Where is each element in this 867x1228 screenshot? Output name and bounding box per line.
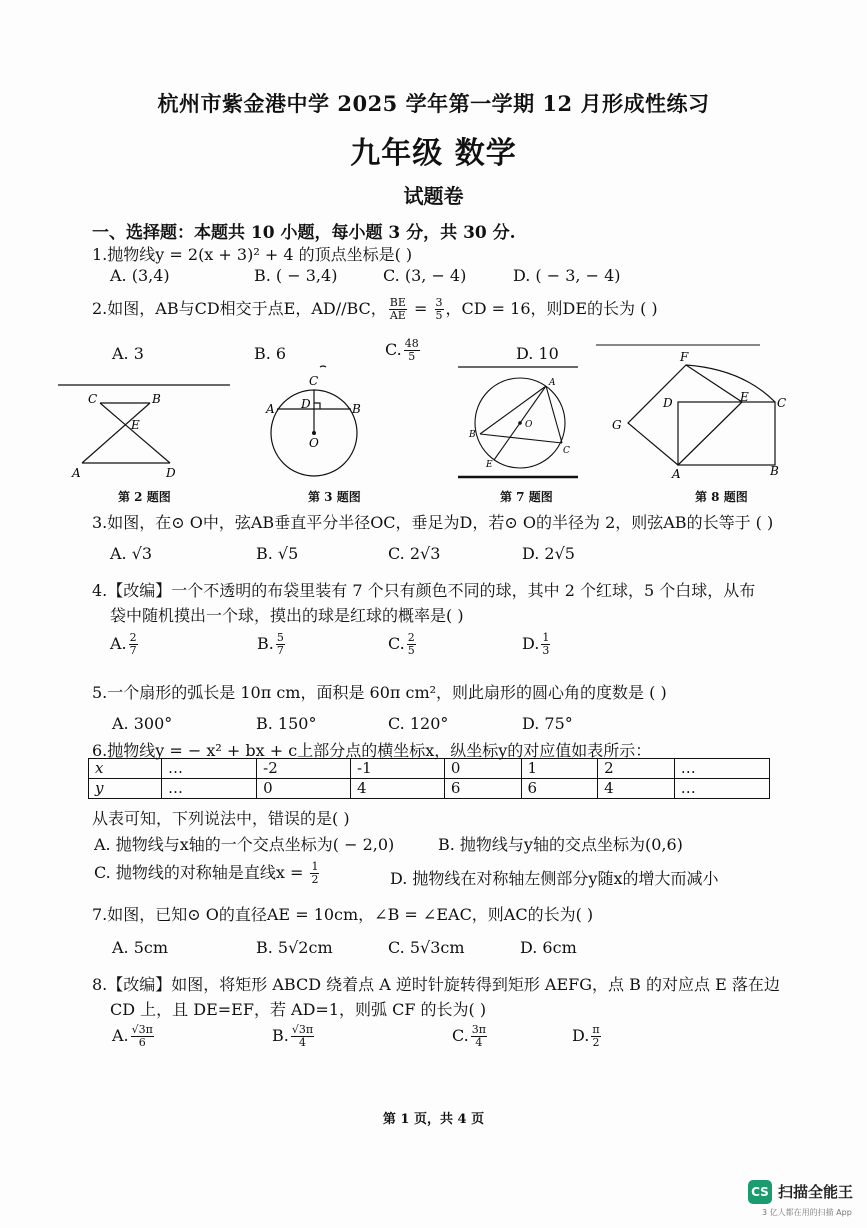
scanner-app-name: 扫描全能王	[778, 1183, 854, 1201]
table-cell: -2	[257, 759, 351, 779]
table-cell: 1	[521, 759, 598, 779]
fig2-label-a: A	[72, 466, 81, 480]
paper-type: 试题卷	[403, 184, 464, 208]
q6-stem: 6.抛物线y = − x² + bx + c上部分点的横坐标x，纵坐标y的对应值如表所示：	[92, 741, 652, 760]
fig3-label-a: A	[266, 402, 275, 416]
fig2-label-e: E	[131, 418, 140, 432]
q5-option-b: B. 150°	[256, 714, 317, 733]
table-cell: …	[162, 759, 257, 779]
q6-option-d: D. 抛物线在对称轴左侧部分y随x的增大而减小	[390, 869, 719, 888]
fig7-label-o: O	[525, 420, 533, 430]
q2-stem: 2.如图，AB与CD相交于点E，AD//BC， $\frac{BE}{AE}$ = $\frac{3}{5}$ ，CD = 16，则DE的长为 ( )	[92, 296, 658, 322]
fig3-label-c: C	[309, 374, 319, 388]
q4-option-c: C. $\frac{2}{5}$	[388, 631, 415, 657]
q5-option-c: C. 120°	[388, 714, 449, 733]
fig3-center-dot	[312, 431, 316, 435]
q3-option-b: B. √5	[256, 544, 299, 563]
q8-option-d: D. $\frac{\pi}{2}$	[572, 1023, 600, 1049]
q3-option-c: C. 2√3	[388, 544, 441, 563]
q6-value-table	[88, 758, 770, 799]
scanner-logo-icon: CS	[748, 1180, 772, 1204]
table-cell: 6	[444, 779, 521, 799]
scanner-tagline: 3 亿人都在用的扫描 App	[762, 1208, 852, 1217]
q2-ratio-fraction: $\frac{BE}{AE}$	[389, 296, 406, 322]
q3-stem: 3.如图，在⊙ O中，弦AB垂直平分半径OC，垂足为D，若⊙ O的半径为 2，则弦AB的长等于 ( )	[92, 513, 774, 532]
table-cell: -1	[351, 759, 445, 779]
q6-option-a: A. 抛物线与x轴的一个交点坐标为( − 2,0)	[94, 835, 395, 854]
table-cell: x	[89, 759, 162, 779]
fig2-label-c: C	[88, 392, 98, 406]
q7-option-b: B. 5√2cm	[256, 938, 333, 957]
q2-value-fraction: $\frac{3}{5}$	[435, 296, 443, 322]
fig8-label-e: E	[740, 390, 749, 404]
q8-stem-line1: 8.【改编】如图，将矩形 ABCD 绕着点 A 逆时针旋转得到矩形 AEFG，点 B 的对应点 E 落在边	[92, 975, 780, 994]
fig8-diagram	[628, 365, 775, 465]
q2-stem-a: 2.如图，AB与CD相交于点E，AD//BC，	[92, 299, 387, 318]
table-cell: 0	[444, 759, 521, 779]
table-cell: …	[162, 779, 257, 799]
fig2-label-d: D	[166, 466, 176, 480]
q6-option-b: B. 抛物线与y轴的交点坐标为(0,6)	[438, 835, 683, 854]
fig8-label-f: F	[680, 350, 689, 364]
q1-option-d: D. ( − 3, − 4)	[513, 266, 621, 285]
fig3-label-o: O	[309, 436, 319, 450]
q2-option-c: C. $\frac{48}{5}$	[385, 337, 419, 363]
fig8-label-c: C	[777, 396, 787, 410]
fig8-label-g: G	[612, 418, 622, 432]
table-cell: …	[674, 779, 769, 799]
q7-option-d: D. 6cm	[520, 938, 577, 957]
fig7-center-dot	[518, 421, 522, 425]
q7-option-a: A. 5cm	[112, 938, 169, 957]
table-row	[89, 759, 770, 779]
q2-stem-b: ，CD = 16，则DE的长为 ( )	[445, 299, 658, 318]
q5-option-a: A. 300°	[112, 714, 173, 733]
fig7-caption: 第 7 题图	[500, 490, 553, 504]
q4-stem-line2: 袋中随机摸出一个球，摸出的球是红球的概率是( )	[110, 606, 464, 625]
q3-option-d: D. 2√5	[522, 544, 575, 563]
q8-option-c: C. $\frac{3\pi}{4}$	[452, 1023, 486, 1049]
q4-option-d: D. $\frac{1}{3}$	[522, 631, 550, 657]
q4-option-b: B. $\frac{5}{7}$	[257, 631, 284, 657]
q2-option-d: D. 10	[516, 344, 559, 363]
table-cell: 6	[521, 779, 598, 799]
q7-stem: 7.如图，已知⊙ O的直径AE = 10cm，∠B = ∠EAC，则AC的长为( )	[92, 905, 594, 924]
q8-stem-line2: CD 上，且 DE=EF，若 AD=1，则弧 CF 的长为( )	[110, 1000, 487, 1019]
table-cell: …	[674, 759, 769, 779]
q2-option-a: A. 3	[112, 344, 144, 363]
q8-option-a: A. $\frac{√3\pi}{6}$	[112, 1023, 153, 1049]
q1-option-b: B. ( − 3,4)	[254, 266, 338, 285]
fig7-label-b: B	[469, 430, 476, 440]
fig8-label-a: A	[672, 467, 681, 481]
q2-option-b: B. 6	[254, 344, 287, 363]
q5-stem: 5.一个扇形的弧长是 10π cm，面积是 60π cm²，则此扇形的圆心角的度数是 ( )	[92, 683, 667, 702]
fig8-caption: 第 8 题图	[695, 490, 748, 504]
fig8-label-b: B	[770, 464, 779, 478]
table-cell: y	[89, 779, 162, 799]
fig2-caption: 第 2 题图	[118, 490, 171, 504]
table-row	[89, 779, 770, 799]
q5-option-d: D. 75°	[522, 714, 573, 733]
fig3-label-b: B	[352, 402, 361, 416]
subject-title: 九年级 数学	[350, 136, 517, 171]
section-heading: 一、选择题：本题共 10 小题，每小题 3 分，共 30 分.	[92, 223, 516, 243]
table-cell: 4	[598, 779, 675, 799]
school-title: 杭州市紫金港中学 2025 学年第一学期 12 月形成性练习	[157, 91, 710, 116]
fig8-label-d: D	[663, 396, 673, 410]
table-cell: 4	[351, 779, 445, 799]
fig3-label-d: D	[301, 397, 311, 411]
fig7-label-c: C	[563, 446, 570, 456]
fig7-label-e: E	[486, 460, 493, 470]
q1-option-a: A. (3,4)	[110, 266, 170, 285]
q1-option-c: C. (3, − 4)	[383, 266, 467, 285]
q8-option-b: B. $\frac{√3\pi}{4}$	[272, 1023, 314, 1049]
fig2-label-b: B	[152, 392, 161, 406]
q6-option-c: C. 抛物线的对称轴是直线x = $\frac{1}{2}$	[94, 860, 319, 886]
table-cell: 0	[257, 779, 351, 799]
q7-option-c: C. 5√3cm	[388, 938, 465, 957]
figures-row	[0, 335, 867, 505]
page-number: 第 1 页，共 4 页	[382, 1112, 485, 1127]
fig2-diagram	[82, 403, 170, 463]
q6-sub: 从表可知，下列说法中，错误的是( )	[92, 809, 350, 828]
q1-stem: 1.抛物线y = 2(x + 3)² + 4 的顶点坐标是( )	[92, 245, 413, 264]
q3-option-a: A. √3	[110, 544, 153, 563]
fig3-caption: 第 3 题图	[308, 490, 361, 504]
table-cell: 2	[598, 759, 675, 779]
fig7-label-a: A	[549, 378, 556, 388]
q4-stem-line1: 4.【改编】一个不透明的布袋里装有 7 个只有颜色不同的球，其中 2 个红球，5 个白球，从布	[92, 581, 756, 600]
q4-option-a: A. $\frac{2}{7}$	[110, 631, 137, 657]
